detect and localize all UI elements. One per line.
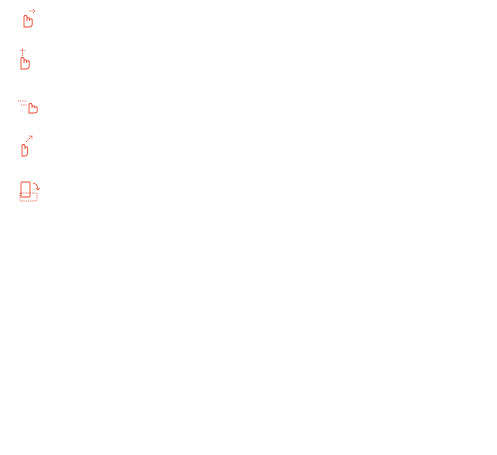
- gesture-pinch-spread: [11, 135, 237, 163]
- status-bar-section: [11, 230, 237, 253]
- pinch-gesture-icon: [17, 135, 37, 162]
- gesture-rotate: [11, 180, 237, 208]
- swipe-gesture-icon: [17, 48, 33, 75]
- drag-gesture-icon: [17, 8, 39, 33]
- flick-gesture-icon: [17, 98, 43, 119]
- gesture-flick: [11, 98, 237, 120]
- rotate-phone-icon: [17, 180, 43, 207]
- gesture-slide-swipe: [11, 48, 237, 76]
- gesture-drag: [11, 8, 237, 34]
